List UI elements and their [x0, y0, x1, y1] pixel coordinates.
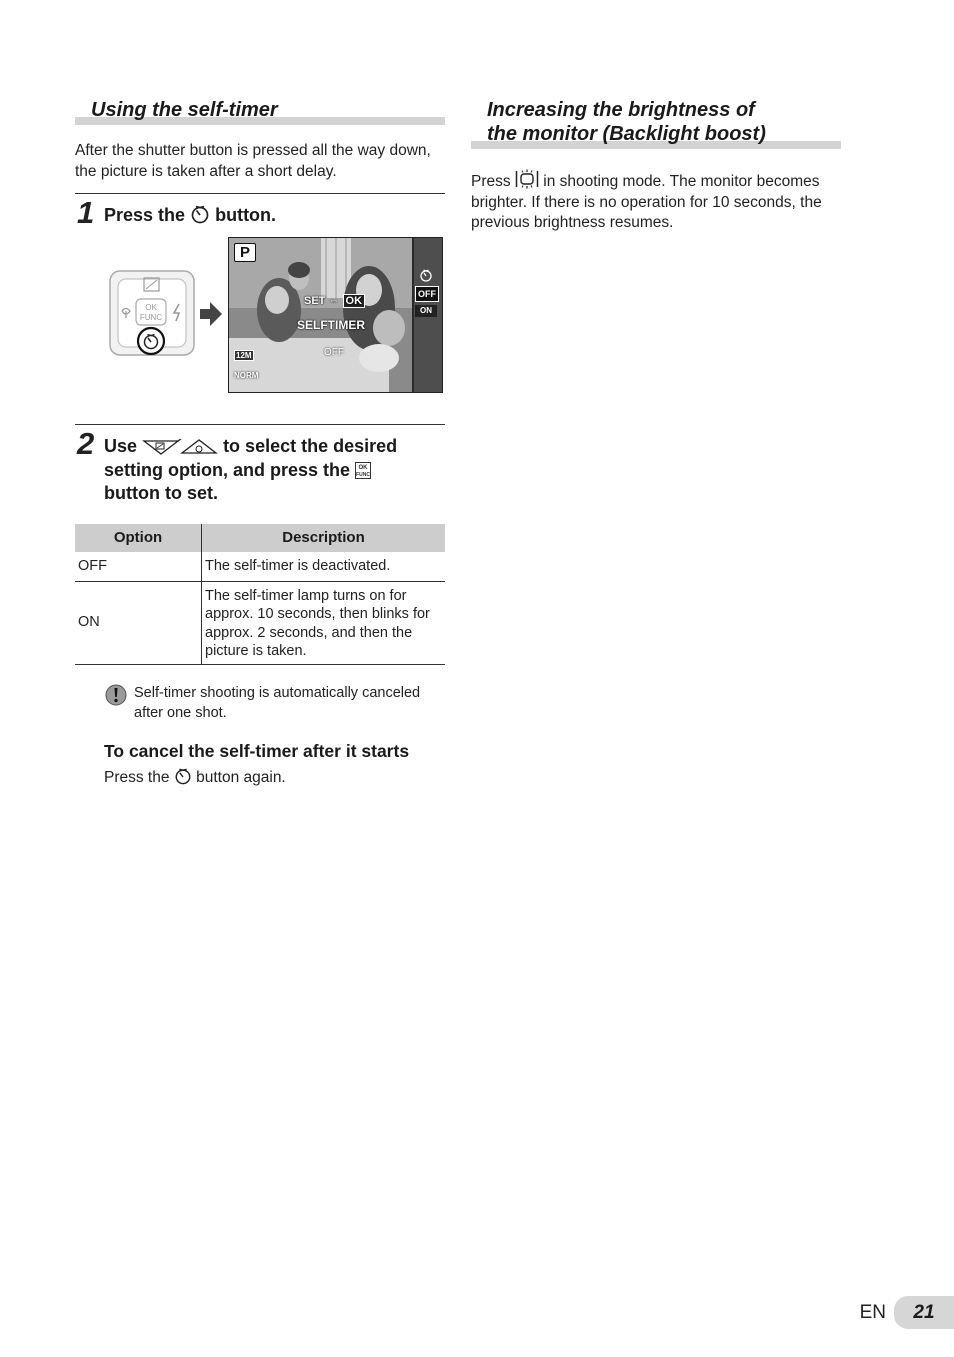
description-cell: The self-timer lamp turns on for approx. 10 seconds, then blinks for approx. 2 seconds, and then the picture is taken.	[202, 581, 446, 664]
caution-note: Self-timer shooting is automatically canceled after one shot.	[75, 683, 445, 724]
ok-func-button-icon	[355, 462, 371, 479]
description-cell: The self-timer is deactivated.	[202, 552, 446, 582]
quality-badge: NORM	[234, 371, 259, 380]
table-header-option: Option	[75, 524, 202, 552]
svg-text:OK: OK	[358, 464, 368, 471]
step-2	[75, 424, 445, 506]
section-title-backlight-boost: Increasing the brightness of the monitor (Backlight boost)	[471, 98, 841, 148]
backlight-button-icon	[515, 169, 539, 189]
caution-icon	[105, 684, 127, 706]
self-timer-icon	[190, 204, 210, 224]
screen-self-timer-icon	[419, 268, 433, 282]
svg-text:FUNC: FUNC	[139, 313, 163, 322]
page-number: 21	[894, 1296, 954, 1329]
set-ok-label: SET ⇔ OK	[304, 295, 365, 307]
table-row	[75, 552, 445, 582]
selftimer-menu-title: SELFTIMER	[297, 318, 365, 332]
mode-p-badge: P	[234, 243, 256, 262]
section-title-self-timer: Using the self-timer	[75, 98, 445, 124]
option-off-selected[interactable]: OFF	[415, 286, 439, 302]
table-header-description: Description	[202, 524, 446, 552]
cancel-heading: To cancel the self-timer after it starts	[104, 740, 410, 761]
self-timer-icon	[174, 767, 192, 785]
right-column	[471, 98, 841, 234]
language-label: EN	[859, 1301, 886, 1323]
step-number: 2	[77, 426, 95, 461]
up-down-arrow-icons	[142, 439, 218, 455]
backlight-body-text: Press in shooting mode. The monitor becomes brighter. If there is no operation for 10 seconds, the previous brightness resumes.	[471, 169, 841, 234]
step-1-text: Press the button.	[104, 205, 277, 225]
step-1	[75, 193, 445, 424]
current-value-label: OFF	[324, 347, 344, 358]
svg-text:FUNC: FUNC	[356, 471, 370, 478]
option-cell: OFF	[75, 552, 202, 582]
step-2-text: Use to select the desired setting option, and press the OK FUNC button to set.	[104, 436, 398, 503]
options-table	[75, 524, 445, 665]
svg-text:OK: OK	[145, 303, 157, 312]
option-cell: ON	[75, 581, 202, 664]
option-on[interactable]: ON	[415, 305, 437, 317]
camera-dial-illustration	[109, 270, 195, 358]
step-number: 1	[77, 195, 95, 230]
intro-text: After the shutter button is pressed all the way down, the picture is taken after a short delay.	[75, 142, 431, 180]
cancel-text: Press the button again.	[104, 768, 286, 786]
photo-background	[229, 238, 442, 392]
page-footer	[860, 1296, 954, 1329]
camera-screen	[228, 237, 443, 393]
left-column	[75, 98, 445, 788]
table-row	[75, 581, 445, 664]
arrow-right-icon	[200, 300, 222, 328]
image-size-badge: 12M	[236, 351, 252, 360]
